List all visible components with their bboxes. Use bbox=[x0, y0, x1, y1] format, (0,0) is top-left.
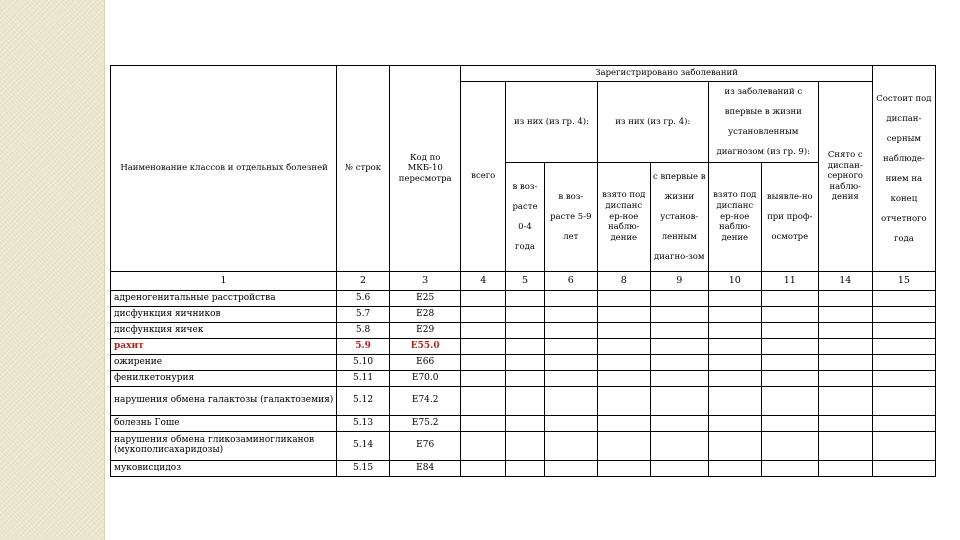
empty-cell[interactable] bbox=[544, 461, 597, 477]
col-number: 2 bbox=[337, 272, 390, 291]
row-number: 5.15 bbox=[337, 461, 390, 477]
header-first-time: из заболеваний с впервые в жизни установленным диагнозом (из гр. 9): bbox=[708, 82, 818, 163]
disease-name: рахит bbox=[111, 339, 337, 355]
empty-cell[interactable] bbox=[872, 416, 935, 432]
row-number: 5.8 bbox=[337, 323, 390, 339]
empty-cell[interactable] bbox=[461, 432, 506, 461]
empty-cell[interactable] bbox=[650, 307, 708, 323]
empty-cell[interactable] bbox=[872, 461, 935, 477]
icd-code: Е70.0 bbox=[390, 371, 461, 387]
header-taken-disp-2: взято под диспанс ер-ное наблю-дение bbox=[708, 163, 761, 272]
row-number: 5.13 bbox=[337, 416, 390, 432]
table-row bbox=[111, 307, 936, 323]
empty-cell[interactable] bbox=[708, 307, 761, 323]
empty-cell[interactable] bbox=[818, 416, 872, 432]
icd-code: Е29 bbox=[390, 323, 461, 339]
empty-cell[interactable] bbox=[506, 291, 545, 307]
empty-cell[interactable] bbox=[872, 307, 935, 323]
empty-cell[interactable] bbox=[544, 339, 597, 355]
empty-cell[interactable] bbox=[818, 307, 872, 323]
empty-cell[interactable] bbox=[506, 387, 545, 416]
header-row-number: № строк bbox=[337, 66, 390, 272]
empty-cell[interactable] bbox=[597, 387, 650, 416]
col-number: 6 bbox=[544, 272, 597, 291]
row-number: 5.10 bbox=[337, 355, 390, 371]
header-age-5-9: в воз-расте 5-9 лет bbox=[544, 163, 597, 272]
empty-cell[interactable] bbox=[818, 387, 872, 416]
empty-cell[interactable] bbox=[461, 291, 506, 307]
icd-code: Е55.0 bbox=[390, 339, 461, 355]
empty-cell[interactable] bbox=[761, 387, 818, 416]
empty-cell[interactable] bbox=[650, 323, 708, 339]
empty-cell[interactable] bbox=[872, 323, 935, 339]
disease-registration-table bbox=[110, 65, 936, 477]
header-code: Код по МКБ-10 пересмотра bbox=[390, 66, 461, 272]
empty-cell[interactable] bbox=[761, 432, 818, 461]
empty-cell[interactable] bbox=[506, 432, 545, 461]
table-row bbox=[111, 461, 936, 477]
empty-cell[interactable] bbox=[872, 432, 935, 461]
empty-cell[interactable] bbox=[544, 307, 597, 323]
header-total: всего bbox=[461, 82, 506, 272]
disease-name: муковисцидоз bbox=[111, 461, 337, 477]
empty-cell[interactable] bbox=[818, 291, 872, 307]
header-of-them-b: из них (из гр. 4): bbox=[597, 82, 708, 163]
empty-cell[interactable] bbox=[761, 461, 818, 477]
empty-cell[interactable] bbox=[544, 355, 597, 371]
empty-cell[interactable] bbox=[761, 416, 818, 432]
col-number: 5 bbox=[506, 272, 545, 291]
table-row bbox=[111, 416, 936, 432]
col-number: 4 bbox=[461, 272, 506, 291]
empty-cell[interactable] bbox=[461, 371, 506, 387]
empty-cell[interactable] bbox=[708, 323, 761, 339]
empty-cell[interactable] bbox=[708, 416, 761, 432]
col-number: 8 bbox=[597, 272, 650, 291]
empty-cell[interactable] bbox=[650, 291, 708, 307]
empty-cell[interactable] bbox=[761, 371, 818, 387]
empty-cell[interactable] bbox=[872, 339, 935, 355]
col-number: 3 bbox=[390, 272, 461, 291]
empty-cell[interactable] bbox=[761, 323, 818, 339]
empty-cell[interactable] bbox=[650, 355, 708, 371]
icd-code: Е84 bbox=[390, 461, 461, 477]
col-number: 1 bbox=[111, 272, 337, 291]
table-row bbox=[111, 432, 936, 461]
empty-cell[interactable] bbox=[544, 416, 597, 432]
empty-cell[interactable] bbox=[872, 291, 935, 307]
disease-name: болезнь Гоше bbox=[111, 416, 337, 432]
empty-cell[interactable] bbox=[708, 461, 761, 477]
disease-name: нарушения обмена галактозы (галактоземия) bbox=[111, 387, 337, 416]
disease-name: ожирение bbox=[111, 355, 337, 371]
empty-cell[interactable] bbox=[708, 291, 761, 307]
empty-cell[interactable] bbox=[708, 371, 761, 387]
row-number: 5.6 bbox=[337, 291, 390, 307]
empty-cell[interactable] bbox=[708, 355, 761, 371]
empty-cell[interactable] bbox=[597, 416, 650, 432]
icd-code: Е76 bbox=[390, 432, 461, 461]
empty-cell[interactable] bbox=[597, 371, 650, 387]
empty-cell[interactable] bbox=[761, 307, 818, 323]
icd-code: Е28 bbox=[390, 307, 461, 323]
empty-cell[interactable] bbox=[544, 432, 597, 461]
empty-cell[interactable] bbox=[506, 355, 545, 371]
empty-cell[interactable] bbox=[761, 355, 818, 371]
header-age-0-4: в воз-расте 0-4 года bbox=[506, 163, 545, 272]
empty-cell[interactable] bbox=[506, 371, 545, 387]
icd-code: Е75.2 bbox=[390, 416, 461, 432]
disease-name: дисфункция яичников bbox=[111, 307, 337, 323]
icd-code: Е74.2 bbox=[390, 387, 461, 416]
row-number: 5.14 bbox=[337, 432, 390, 461]
empty-cell[interactable] bbox=[761, 339, 818, 355]
table-row bbox=[111, 355, 936, 371]
row-number: 5.11 bbox=[337, 371, 390, 387]
empty-cell[interactable] bbox=[761, 291, 818, 307]
empty-cell[interactable] bbox=[544, 323, 597, 339]
empty-cell[interactable] bbox=[461, 323, 506, 339]
empty-cell[interactable] bbox=[544, 387, 597, 416]
empty-cell[interactable] bbox=[650, 416, 708, 432]
empty-cell[interactable] bbox=[818, 461, 872, 477]
empty-cell[interactable] bbox=[461, 416, 506, 432]
column-number-row bbox=[111, 272, 936, 291]
empty-cell[interactable] bbox=[597, 323, 650, 339]
header-registered: Зарегистрировано заболеваний bbox=[461, 66, 872, 82]
empty-cell[interactable] bbox=[650, 387, 708, 416]
table-row bbox=[111, 291, 936, 307]
empty-cell[interactable] bbox=[597, 307, 650, 323]
col-number: 9 bbox=[650, 272, 708, 291]
empty-cell[interactable] bbox=[506, 461, 545, 477]
icd-code: Е25 bbox=[390, 291, 461, 307]
col-number: 10 bbox=[708, 272, 761, 291]
empty-cell[interactable] bbox=[650, 339, 708, 355]
empty-cell[interactable] bbox=[506, 339, 545, 355]
empty-cell[interactable] bbox=[872, 387, 935, 416]
empty-cell[interactable] bbox=[461, 339, 506, 355]
empty-cell[interactable] bbox=[708, 339, 761, 355]
table-row bbox=[111, 387, 936, 416]
empty-cell[interactable] bbox=[818, 355, 872, 371]
col-number: 11 bbox=[761, 272, 818, 291]
empty-cell[interactable] bbox=[544, 291, 597, 307]
col-number: 14 bbox=[818, 272, 872, 291]
empty-cell[interactable] bbox=[872, 355, 935, 371]
empty-cell[interactable] bbox=[597, 461, 650, 477]
header-first-diag: с впервые в жизни установ-ленным диагно-зом bbox=[650, 163, 708, 272]
empty-cell[interactable] bbox=[506, 416, 545, 432]
empty-cell[interactable] bbox=[708, 432, 761, 461]
empty-cell[interactable] bbox=[818, 323, 872, 339]
header-removed: Снято с диспан-серного наблю-дения bbox=[818, 82, 872, 272]
empty-cell[interactable] bbox=[597, 355, 650, 371]
header-name: Наименование классов и отдельных болезней bbox=[111, 66, 337, 272]
row-number: 5.7 bbox=[337, 307, 390, 323]
disease-name: нарушения обмена гликозаминогликанов (мукополисахаридозы) bbox=[111, 432, 337, 461]
row-number: 5.12 bbox=[337, 387, 390, 416]
header-state: Состоит под диспан-серным наблюде-нием на конец отчетного года bbox=[872, 66, 935, 272]
disease-name: адреногенитальные расстройства bbox=[111, 291, 337, 307]
table-row bbox=[111, 371, 936, 387]
table-row-highlighted bbox=[111, 339, 936, 355]
empty-cell[interactable] bbox=[461, 461, 506, 477]
empty-cell[interactable] bbox=[461, 307, 506, 323]
empty-cell[interactable] bbox=[818, 371, 872, 387]
disease-name: дисфункция яичек bbox=[111, 323, 337, 339]
icd-code: Е66 bbox=[390, 355, 461, 371]
empty-cell[interactable] bbox=[461, 387, 506, 416]
header-taken-disp: взято под диспанс ер-ное наблю-дение bbox=[597, 163, 650, 272]
col-number: 15 bbox=[872, 272, 935, 291]
empty-cell[interactable] bbox=[597, 291, 650, 307]
empty-cell[interactable] bbox=[506, 307, 545, 323]
empty-cell[interactable] bbox=[818, 432, 872, 461]
empty-cell[interactable] bbox=[461, 355, 506, 371]
empty-cell[interactable] bbox=[872, 371, 935, 387]
empty-cell[interactable] bbox=[818, 339, 872, 355]
header-row-1 bbox=[111, 66, 936, 82]
empty-cell[interactable] bbox=[650, 461, 708, 477]
empty-cell[interactable] bbox=[708, 387, 761, 416]
empty-cell[interactable] bbox=[650, 371, 708, 387]
header-of-them-a: из них (из гр. 4): bbox=[506, 82, 598, 163]
decorative-side-strip bbox=[0, 0, 105, 540]
empty-cell[interactable] bbox=[597, 432, 650, 461]
empty-cell[interactable] bbox=[544, 371, 597, 387]
empty-cell[interactable] bbox=[650, 432, 708, 461]
header-revealed: выявле-но при проф-осмотре bbox=[761, 163, 818, 272]
table-row bbox=[111, 323, 936, 339]
row-number: 5.9 bbox=[337, 339, 390, 355]
empty-cell[interactable] bbox=[597, 339, 650, 355]
empty-cell[interactable] bbox=[506, 323, 545, 339]
disease-name: фенилкетонурия bbox=[111, 371, 337, 387]
